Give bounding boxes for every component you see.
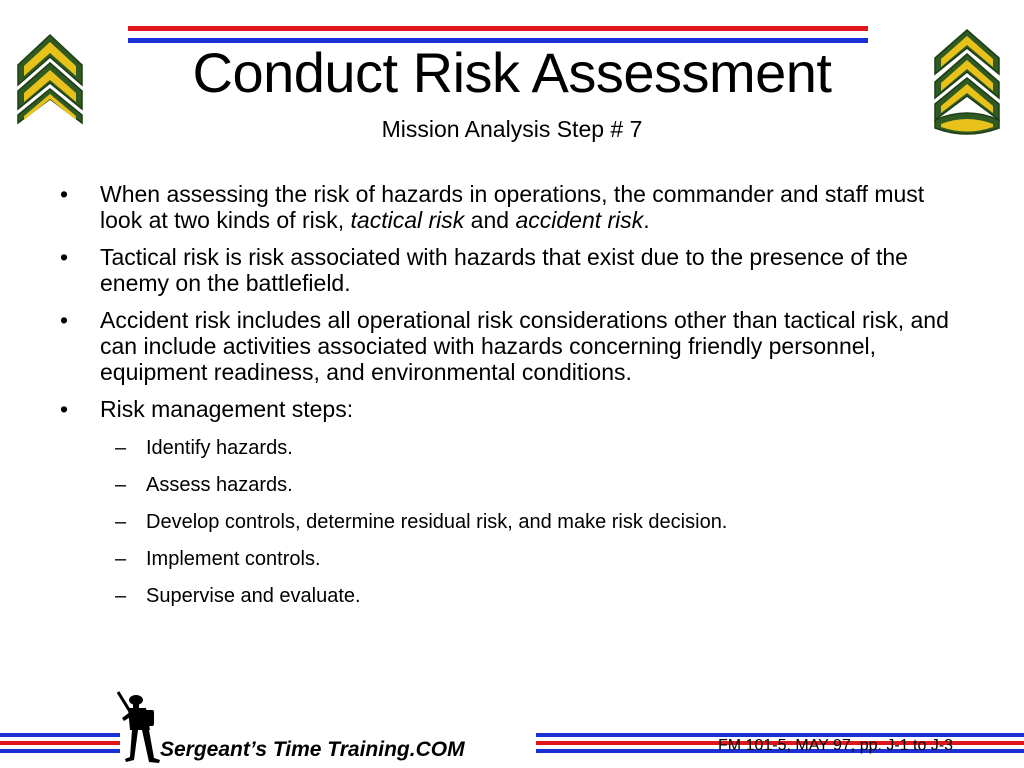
dash-mark: – <box>115 585 127 607</box>
bullet-mark: • <box>60 307 69 333</box>
slide-body <box>60 181 960 621</box>
step-text: Identify hazards. <box>146 437 293 459</box>
bottom-stripe-blue-left-2 <box>0 749 120 753</box>
accident-risk-term: accident risk <box>515 207 644 233</box>
bullet-risk-kinds <box>60 181 960 233</box>
bullet-text-part: and <box>464 207 516 233</box>
bullet-tactical-risk <box>60 244 960 296</box>
step-item <box>60 547 960 571</box>
step-text: Implement controls. <box>146 548 321 570</box>
bullet-text: Risk management steps: <box>100 396 354 422</box>
step-text: Supervise and evaluate. <box>146 585 361 607</box>
bullet-risk-steps <box>60 396 960 422</box>
step-item <box>60 473 960 497</box>
bullet-text-part: When assessing the risk of hazards in operations, the commander and staff must look at two kinds of risk, <box>100 181 925 233</box>
top-stripe-red <box>128 26 868 31</box>
bullet-mark: • <box>60 396 69 422</box>
dash-mark: – <box>115 437 127 459</box>
bullet-text-part: . <box>643 207 650 233</box>
footer-reference: FM 101-5, MAY 97, pp. J-1 to J-3 <box>718 737 954 754</box>
tactical-risk-term: tactical risk <box>350 207 465 233</box>
step-text: Develop controls, determine residual risk, and make risk decision. <box>146 511 728 533</box>
step-item <box>60 510 960 534</box>
slide-title: Conduct Risk Assessment <box>192 41 832 104</box>
bullet-text <box>100 181 924 233</box>
bullet-text: Tactical risk is risk associated with hazards that exist due to the presence of the enemy on the battlefield. <box>100 244 908 296</box>
slide-subtitle: Mission Analysis Step # 7 <box>381 116 643 142</box>
step-item <box>60 436 960 460</box>
step-item <box>60 584 960 608</box>
bullet-mark: • <box>60 181 69 207</box>
bullet-accident-risk <box>60 307 960 385</box>
bullet-text: Accident risk includes all operational risk considerations other than tactical risk, and can include activities associated with hazards concerning friendly personnel, equipment readiness, and environmental conditions. <box>100 307 949 385</box>
bottom-stripe-blue-left <box>0 733 120 737</box>
step-text: Assess hazards. <box>146 474 293 496</box>
dash-mark: – <box>115 474 127 496</box>
dash-mark: – <box>115 548 127 570</box>
footer-site-name: Sergeant’s Time Training.COM <box>160 738 465 761</box>
dash-mark: – <box>115 511 127 533</box>
bottom-stripe-red-left <box>0 741 120 745</box>
bullet-mark: • <box>60 244 69 270</box>
